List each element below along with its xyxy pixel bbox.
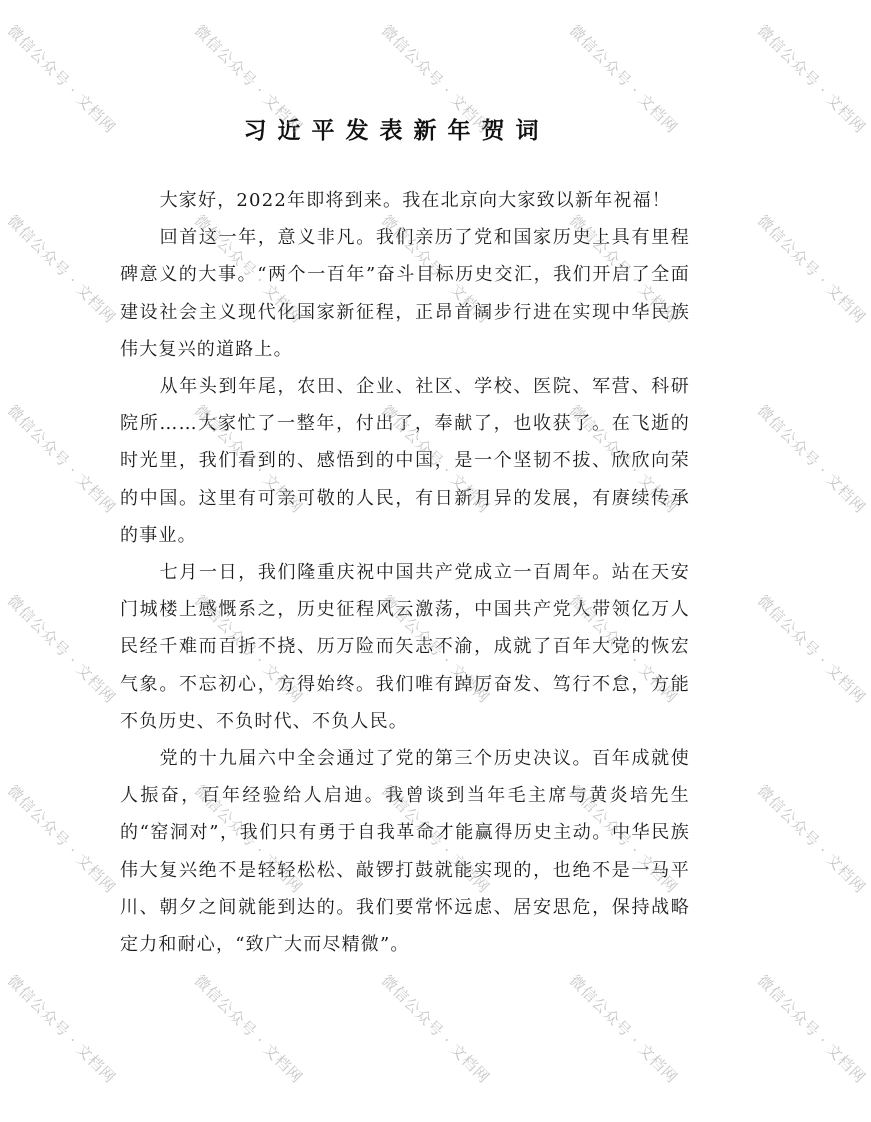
document-title: 习近平发表新年贺词 <box>243 117 550 145</box>
paragraph-3: 从年头到年尾，农田、企业、社区、学校、医院、军营、科研院所……大家忙了一整年，付出了，奉献了，也收获了。在飞逝的时光里，我们看到的、感悟到的中国，是一个坚韧不拔、欣欣向荣的中国。这里有可亲可敬的人民，有日新月异的发展，有赓续传承的事业。 <box>120 376 690 546</box>
watermark-text: 微信公众号 · 文档网 <box>753 401 870 517</box>
watermark-text: 微信公众号 · 文档网 <box>3 591 120 707</box>
watermark-text: 微信公众号 · 文档网 <box>3 401 120 517</box>
watermark-text: 微信公众号 · 文档网 <box>377 21 494 137</box>
watermark-text: 微信公众号 · 文档网 <box>190 591 307 707</box>
watermark-text: 微信公众号 · 文档网 <box>377 211 494 327</box>
watermark-text: 微信公众号 · 文档网 <box>190 781 307 897</box>
paragraph-5: 党的十九届六中全会通过了党的第三个历史决议。百年成就使人振奋，百年经验给人启迪。我曾谈到当年毛主席与黄炎培先生的“窑洞对”，我们只有勇于自我革命才能赢得历史主动。中华民族伟大复兴绝不是轻轻松松、敲锣打鼓就能实现的，也绝不是一马平川、朝夕之间就能到达的。我们要常怀远虑、居安思危，保持战略定力和耐心，“致广大而尽精微”。 <box>120 748 690 956</box>
watermark-text: 微信公众号 · 文档网 <box>377 401 494 517</box>
paragraph-2: 回首这一年，意义非凡。我们亲历了党和国家历史上具有里程碑意义的大事。“两个一百年”奋斗目标历史交汇，我们开启了全面建设社会主义现代化国家新征程，正昂首阔步行进在实现中华民族伟大复兴的道路上。 <box>120 227 690 360</box>
watermark-text: 微信公众号 · 文档网 <box>753 21 870 137</box>
watermark-text: 微信公众号 · 文档网 <box>753 211 870 327</box>
watermark-text: 微信公众号 · 文档网 <box>753 781 870 897</box>
watermark-text: 微信公众号 · 文档网 <box>377 591 494 707</box>
watermark-text: 微信公众号 · 文档网 <box>190 21 307 137</box>
watermark-text: 微信公众号 · 文档网 <box>190 401 307 517</box>
paragraph-1: 大家好，2022年即将到来。我在北京向大家致以新年祝福！ <box>159 190 671 211</box>
watermark-text: 微信公众号 · 文档网 <box>3 211 120 327</box>
watermark-text: 微信公众号 · 文档网 <box>377 971 494 1087</box>
paragraph-4: 七月一日，我们隆重庆祝中国共产党成立一百周年。站在天安门城楼上感慨系之，历史征程风云激荡，中国共产党人带领亿万人民经千难而百折不挠、历万险而矢志不渝，成就了百年大党的恢宏气象。不忘初心，方得始终。我们唯有踔厉奋发、笃行不怠，方能不负历史、不负时代、不负人民。 <box>120 562 690 732</box>
watermark-text: 微信公众号 · 文档网 <box>565 781 682 897</box>
watermark-text: 微信公众号 · 文档网 <box>753 591 870 707</box>
watermark-text: 微信公众号 · 文档网 <box>3 21 120 137</box>
watermark-text: 微信公众号 · 文档网 <box>565 591 682 707</box>
watermark-text: 微信公众号 · 文档网 <box>565 21 682 137</box>
document-body <box>120 182 690 963</box>
watermark-text: 微信公众号 · 文档网 <box>190 971 307 1087</box>
watermark-text: 微信公众号 · 文档网 <box>565 971 682 1087</box>
watermark-text: 微信公众号 · 文档网 <box>565 401 682 517</box>
watermark-text: 微信公众号 · 文档网 <box>753 971 870 1087</box>
watermark-text: 微信公众号 · 文档网 <box>565 211 682 327</box>
watermark-text: 微信公众号 · 文档网 <box>3 781 120 897</box>
watermark-text: 微信公众号 · 文档网 <box>377 781 494 897</box>
watermark-text: 微信公众号 · 文档网 <box>3 971 120 1087</box>
watermark-text: 微信公众号 · 文档网 <box>190 211 307 327</box>
